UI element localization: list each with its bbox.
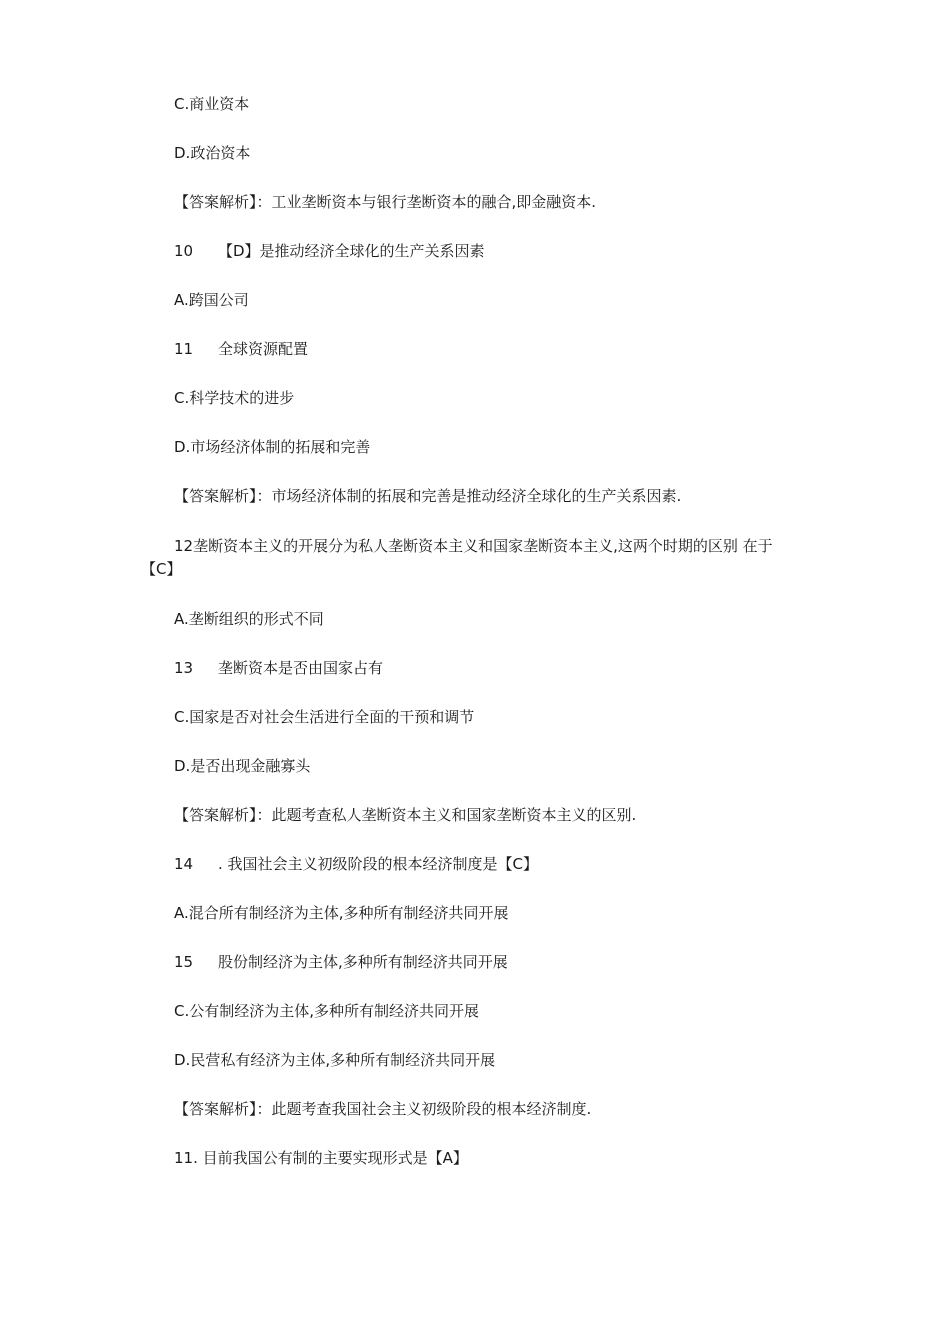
- question-text: 【D】是推动经济全球化的生产关系因素: [218, 242, 485, 260]
- option-c: C.公有制经济为主体,多种所有制经济共同开展: [174, 1002, 480, 1020]
- option-text: 垄断资本是否由国家占有: [218, 659, 384, 677]
- option-d: D.政治资本: [174, 144, 251, 162]
- question-11: 11. 目前我国公有制的主要实现形式是【A】: [174, 1149, 468, 1167]
- option-a: A.垄断组织的形式不同: [174, 610, 324, 628]
- option-b: [174, 339, 308, 359]
- option-number: 13: [174, 659, 194, 677]
- option-text: 全球资源配置: [218, 340, 309, 358]
- option-d: D.民营私有经济为主体,多种所有制经济共同开展: [174, 1051, 496, 1069]
- question-10: [174, 241, 485, 261]
- answer-explanation: 【答案解析】：此题考查私人垄断资本主义和国家垄断资本主义的区别.: [174, 806, 637, 824]
- option-c: C.科学技术的进步: [174, 389, 295, 407]
- answer-explanation: 【答案解析】：工业垄断资本与银行垄断资本的融合,即金融资本.: [174, 193, 597, 211]
- answer-explanation: 【答案解析】：此题考查我国社会主义初级阶段的根本经济制度.: [174, 1100, 592, 1118]
- option-a: A.跨国公司: [174, 291, 249, 309]
- answer-explanation: 【答案解析】：市场经济体制的拓展和完善是推动经济全球化的生产关系因素.: [174, 487, 682, 505]
- question-text: . 我国社会主义初级阶段的根本经济制度是【C】: [218, 855, 539, 873]
- option-c: C.国家是否对社会生活进行全面的干预和调节: [174, 708, 475, 726]
- option-b: [174, 658, 383, 678]
- option-c: C.商业资本: [174, 95, 250, 113]
- option-d: D.是否出现金融寡头: [174, 757, 311, 775]
- option-a: A.混合所有制经济为主体,多种所有制经济共同开展: [174, 904, 509, 922]
- question-number: 14: [174, 855, 194, 873]
- option-text: 股份制经济为主体,多种所有制经济共同开展: [218, 953, 508, 971]
- option-b: [174, 952, 508, 972]
- option-number: 15: [174, 953, 194, 971]
- option-number: 11: [174, 340, 194, 358]
- question-number: 10: [174, 242, 194, 260]
- question-12: 12垄断资本主义的开展分为私人垄断资本主义和国家垄断资本主义,这两个时期的区别 在于【C】: [141, 537, 773, 578]
- option-d: D.市场经济体制的拓展和完善: [174, 438, 371, 456]
- question-14: [174, 854, 538, 874]
